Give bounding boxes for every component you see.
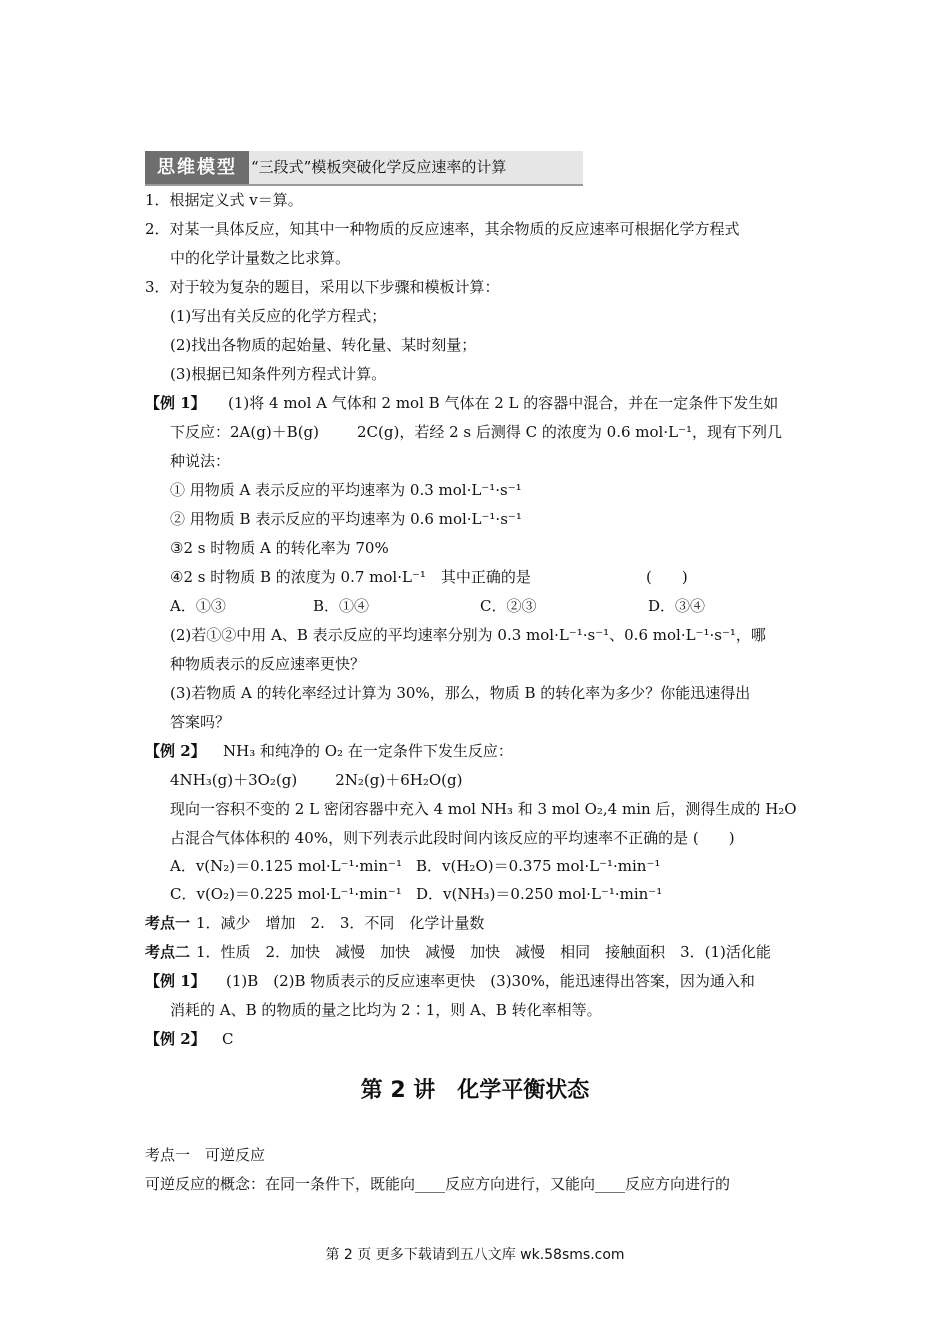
text-line: 答案吗？ — [170, 713, 231, 731]
answer-text: 消耗的 A、B 的物质的量之比均为 2∶1，则 A、B 转化率相等。 — [170, 1001, 602, 1019]
example-label: 【例 2】 — [145, 1030, 206, 1048]
answer-text: (1)B (2)B 物质表示的反应速率更快 (3)30%，能迅速得出答案，因为通入和 — [226, 972, 755, 990]
lecture-title: 第 2 讲 化学平衡状态 — [360, 1078, 590, 1103]
option-statement: ④2 s 时物质 B 的浓度为 0.7 mol·L⁻¹ 其中正确的是 — [170, 568, 531, 586]
text-line: 中的化学计量数之比求算。 — [170, 249, 351, 267]
choice-b: B．①④ — [313, 597, 370, 615]
choice-d: D．v(NH₃)＝0.250 mol·L⁻¹·min⁻¹ — [416, 885, 663, 903]
equation-right: 2C(g)，若经 2 s 后测得 C 的浓度为 0.6 mol·L⁻¹，现有下列几 — [357, 423, 783, 441]
text-line — [170, 770, 462, 790]
thinking-model-badge: 思维模型 — [145, 151, 249, 184]
text-line: NH₃ 和纯净的 O₂ 在一定条件下发生反应： — [223, 742, 513, 760]
answer-paren: ( ) — [646, 568, 688, 586]
text-line: 2．对某一具体反应，知其中一种物质的反应速率，其余物质的反应速率可根据化学方程式 — [145, 220, 740, 238]
choice-c: C．②③ — [480, 597, 537, 615]
answer-label: 考点一 — [145, 914, 191, 932]
section-header-title: “三段式”模板突破化学反应速率的计算 — [251, 158, 507, 176]
choice-a: A．①③ — [170, 597, 226, 615]
text-line: (1)写出有关反应的化学方程式； — [170, 307, 387, 325]
example-label: 【例 1】 — [145, 394, 206, 412]
option-statement: ① 用物质 A 表示反应的平均速率为 0.3 mol·L⁻¹·s⁻¹ — [170, 481, 522, 499]
text-line: (1)将 4 mol A 气体和 2 mol B 气体在 2 L 的容器中混合，并在一定条件下发生如 — [228, 394, 779, 412]
text-line: (3)若物质 A 的转化率经过计算为 30%，那么，物质 B 的转化率为多少？你能迅速得出 — [170, 684, 751, 702]
text-line: (2)若①②中用 A、B 表示反应的平均速率分别为 0.3 mol·L⁻¹·s⁻¹、0.6 mol·L⁻¹·s⁻¹，哪 — [170, 626, 766, 644]
choice-c: C．v(O₂)＝0.225 mol·L⁻¹·min⁻¹ — [170, 885, 402, 903]
equation-left: 下反应：2A(g)＋B(g) — [170, 423, 320, 441]
text-line: 现向一容积不变的 2 L 密闭容器中充入 4 mol NH₃ 和 3 mol O₂,4 min 后，测得生成的 H₂O — [170, 800, 797, 818]
answer-text: 1．减少 增加 2. 3．不同 化学计量数 — [196, 914, 485, 932]
equation-right: 2N₂(g)＋6H₂O(g) — [335, 771, 463, 789]
example-label: 【例 2】 — [145, 742, 206, 760]
section-header — [145, 151, 583, 186]
text-line: 种说法： — [170, 452, 231, 470]
text-line: 占混合气体体积的 40%，则下列表示此段时间内该反应的平均速率不正确的是 ( ) — [170, 829, 735, 847]
option-statement: ③2 s 时物质 A 的转化率为 70% — [170, 539, 389, 557]
text-line: (2)找出各物质的起始量、转化量、某时刻量； — [170, 336, 477, 354]
example-label: 【例 1】 — [145, 972, 206, 990]
text-line — [170, 422, 782, 442]
page-footer: 第 2 页 更多下载请到五八文库 wk.58sms.com — [325, 1247, 625, 1263]
answer-label: 考点二 — [145, 943, 191, 961]
answer-text: C — [222, 1030, 234, 1048]
text-line: (3)根据已知条件列方程式计算。 — [170, 365, 387, 383]
option-statement: ② 用物质 B 表示反应的平均速率为 0.6 mol·L⁻¹·s⁻¹ — [170, 510, 522, 528]
text-line: 3．对于较为复杂的题目，采用以下步骤和模板计算： — [145, 278, 500, 296]
text-line: 1．根据定义式 v＝算。 — [145, 191, 303, 209]
choice-b: B．v(H₂O)＝0.375 mol·L⁻¹·min⁻¹ — [416, 857, 661, 875]
definition-text: 可逆反应的概念：在同一条件下，既能向____反应方向进行，又能向____反应方向进行的 — [145, 1175, 731, 1193]
key-point-heading: 考点一 可逆反应 — [145, 1146, 266, 1164]
choice-d: D．③④ — [648, 597, 706, 615]
choice-a: A．v(N₂)＝0.125 mol·L⁻¹·min⁻¹ — [170, 857, 402, 875]
answer-text: 1．性质 2．加快 减慢 加快 减慢 加快 减慢 相同 接触面积 3．(1)活化能 — [196, 943, 771, 961]
equation-left: 4NH₃(g)＋3O₂(g) — [170, 771, 298, 789]
text-line: 种物质表示的反应速率更快？ — [170, 655, 366, 673]
